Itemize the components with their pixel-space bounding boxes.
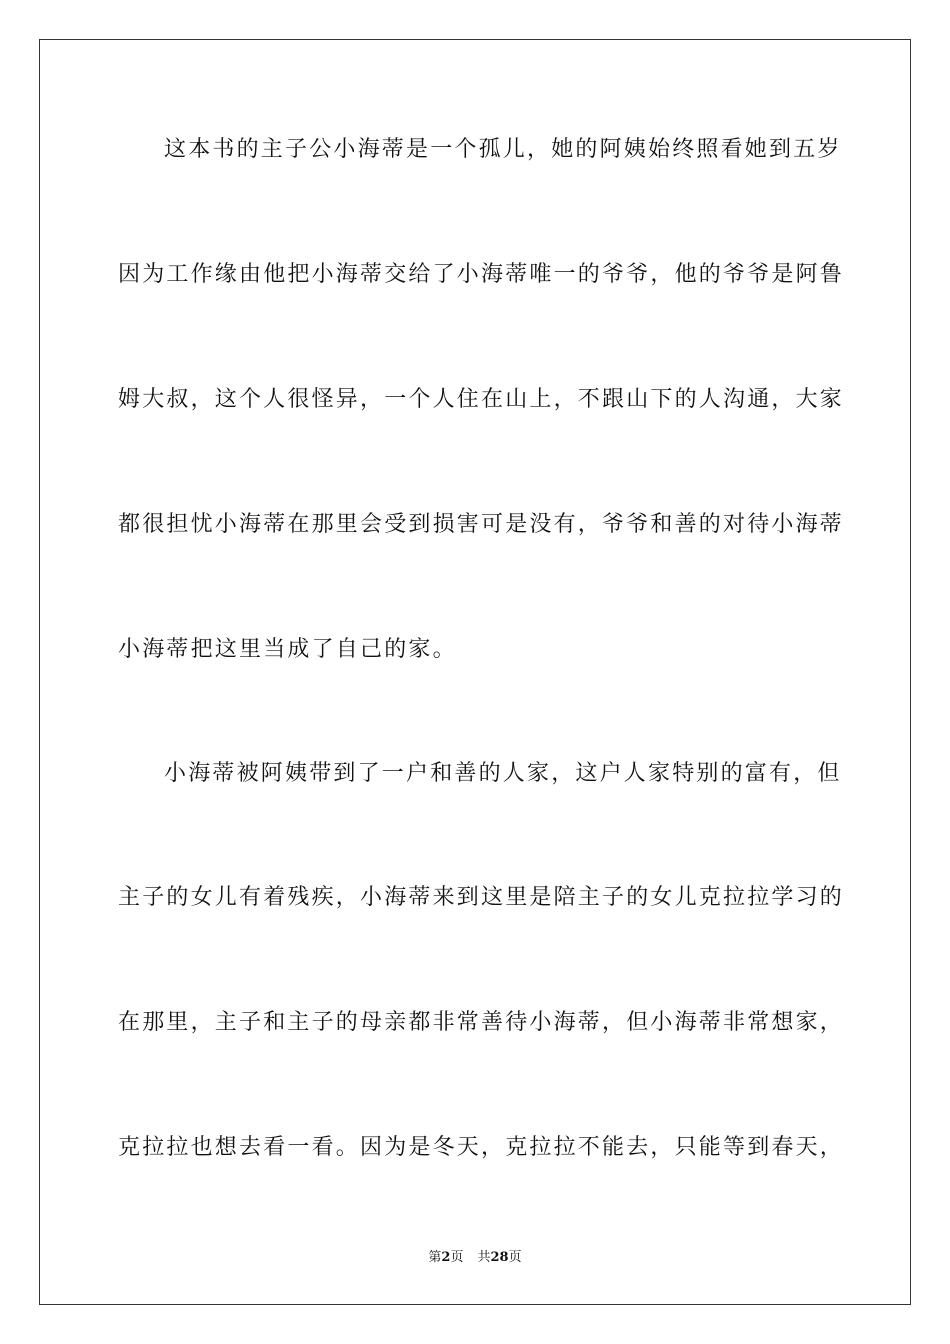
text-line: 克拉拉也想去看一看。因为是冬天，克拉拉不能去，只能等到春天， [118, 1135, 845, 1160]
text-line: 都很担忧小海蒂在那里会受到损害可是没有，爷爷和善的对待小海蒂 [118, 512, 845, 537]
page-prefix: 第 [428, 1250, 442, 1265]
text-line: 因为工作缘由他把小海蒂交给了小海蒂唯一的爷爷，他的爷爷是阿鲁 [118, 262, 845, 287]
text-line: 在那里，主子和主子的母亲都非常善待小海蒂，但小海蒂非常想家， [118, 1010, 845, 1035]
text-line: 主子的女儿有着残疾，小海蒂来到这里是陪主子的女儿克拉拉学习的 [118, 885, 845, 910]
total-pages: 28 [490, 1250, 509, 1265]
total-prefix: 共 [477, 1250, 491, 1265]
page-border [39, 39, 911, 1305]
total-suffix: 页 [508, 1250, 522, 1265]
text-line: 这本书的主子公小海蒂是一个孤儿，她的阿姨始终照看她到五岁 [164, 137, 842, 162]
text-line: 小海蒂把这里当成了自己的家。 [118, 637, 457, 662]
page-suffix: 页 [450, 1250, 464, 1265]
text-line: 姆大叔，这个人很怪异，一个人住在山上，不跟山下的人沟通，大家 [118, 387, 845, 412]
page-number: 2 [441, 1250, 451, 1265]
text-line: 小海蒂被阿姨带到了一户和善的人家，这户人家特别的富有，但 [164, 761, 842, 786]
page-footer [0, 1246, 950, 1265]
